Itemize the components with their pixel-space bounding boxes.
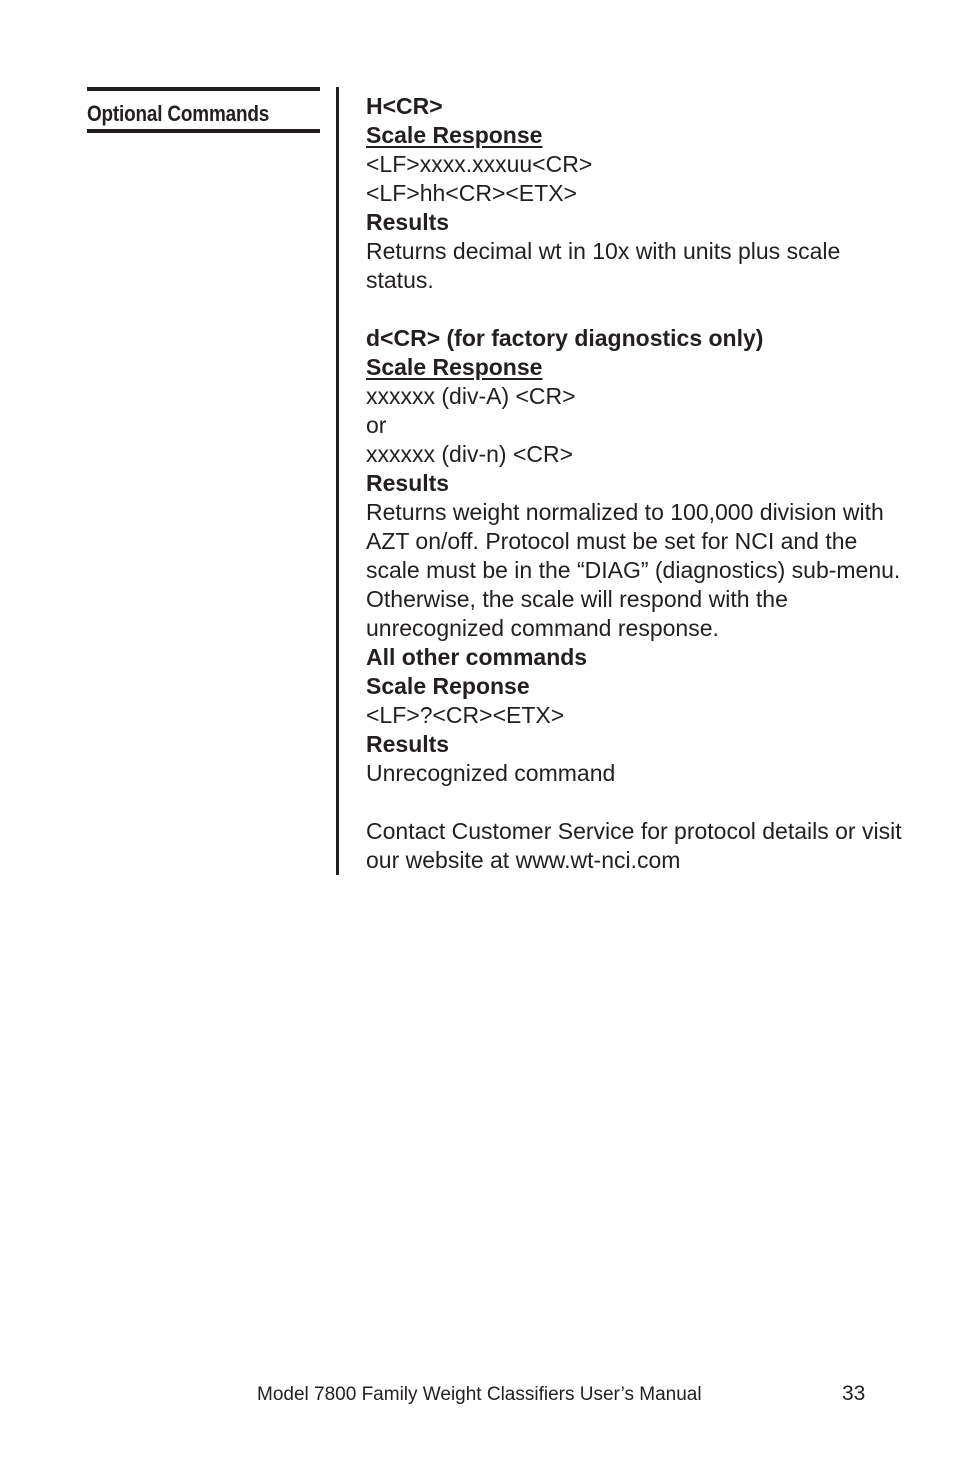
h-command-results-heading: Results [366,209,450,235]
d-command-results-heading: Results [366,470,450,496]
page-number: 33 [842,1382,866,1405]
other-commands-response-heading: Scale Reponse [366,673,530,699]
footer-manual-title: Model 7800 Family Weight Classifiers User’s Manual [257,1384,702,1405]
spacer [366,295,906,324]
h-command-response-line-1: <LF>xxxx.xxxuu<CR> [366,151,593,177]
d-command-response-or: or [366,412,387,438]
contact-text: Contact Customer Service for protocol details or visit our website at www.wt-nci.com [366,818,902,873]
other-commands-results-text: Unrecognized command [366,760,616,786]
other-commands-response-line-1: <LF>?<CR><ETX> [366,702,565,728]
other-commands-title: All other commands [366,644,588,670]
d-command-response-heading: Scale Response [366,354,543,380]
spacer [366,788,906,817]
column-divider [336,87,339,875]
d-command-response-line-2: xxxxxx (div-n) <CR> [366,441,574,467]
d-command-title: d<CR> (for factory diagnostics only) [366,325,764,351]
d-command-results-text: Returns weight normalized to 100,000 division with AZT on/off. Protocol must be set for NCI and the scale must be in the “DIAG” (diagnostics) sub-menu. Otherwise, the scale will respond with the unrecognized command response. [366,499,901,641]
h-command-results-text: Returns decimal wt in 10x with units plus scale status. [366,238,841,293]
section-heading: Optional Commands [87,101,270,126]
h-command-response-line-2: <LF>hh<CR><ETX> [366,180,577,206]
h-command-response-heading: Scale Response [366,122,543,148]
d-command-response-line-1: xxxxxx (div-A) <CR> [366,383,576,409]
h-command-title: H<CR> [366,93,443,119]
sidebar-heading-box [87,87,320,133]
other-commands-results-heading: Results [366,731,450,757]
main-content [366,92,906,875]
